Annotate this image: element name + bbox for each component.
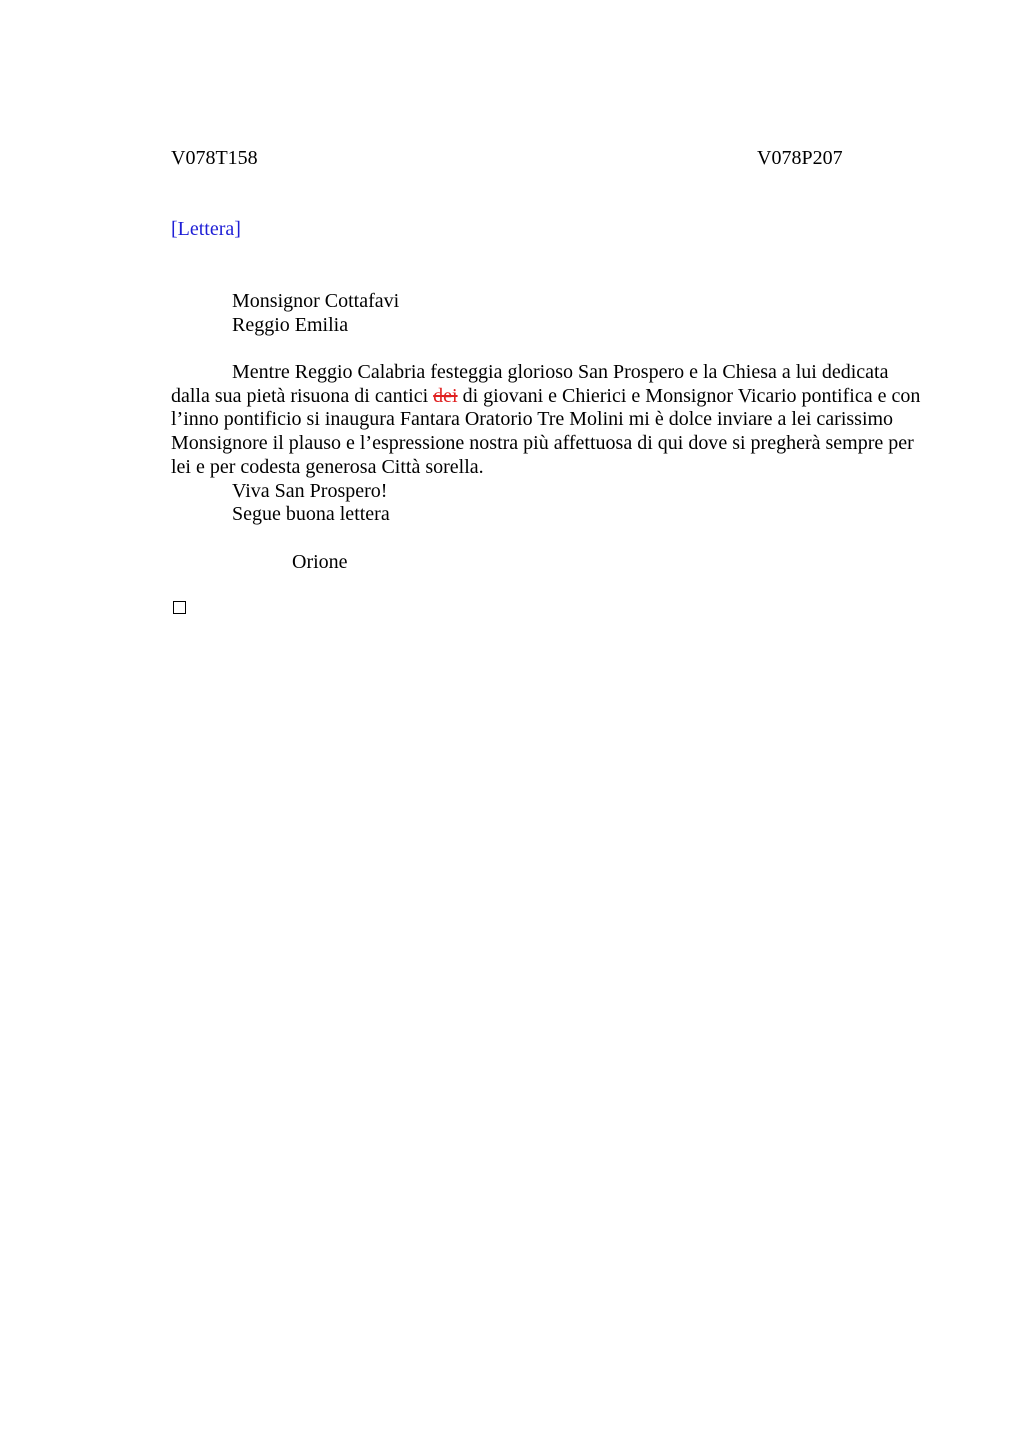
struck-word: dei [433,384,458,407]
document-code-right: V078P207 [757,147,843,169]
signature: Orione [292,551,348,573]
letter-body [171,361,931,527]
letter-paragraph [171,361,931,480]
recipient-name: Monsignor Cottafavi [232,290,400,312]
end-marker-box-icon [173,601,186,614]
paragraph-text-end: di giovani e Chierici e Monsignor Vicario pontifica e con l’inno pontificio si inaugura Fantara Oratorio Tre Molini mi è dolce inviare a lei carissimo Monsignore il plauso e l’espressione nostra più affettuosa di qui dove si pregherà sempre per lei e per codesta generosa Città sorella. [171,384,921,478]
document-code-left: V078T158 [171,147,258,169]
paragraph-text-start: Mentre Reggio Calabria festeggia glorioso San Prospero e la Chiesa a lui dedicata dalla sua pietà risuona di cantici [171,361,889,407]
document-type-label: [Lettera] [171,218,241,240]
recipient-city: Reggio Emilia [232,313,349,336]
exclamation-line: Viva San Prospero! [232,479,388,502]
follow-line: Segue buona lettera [232,503,390,526]
recipient-block [232,289,399,336]
